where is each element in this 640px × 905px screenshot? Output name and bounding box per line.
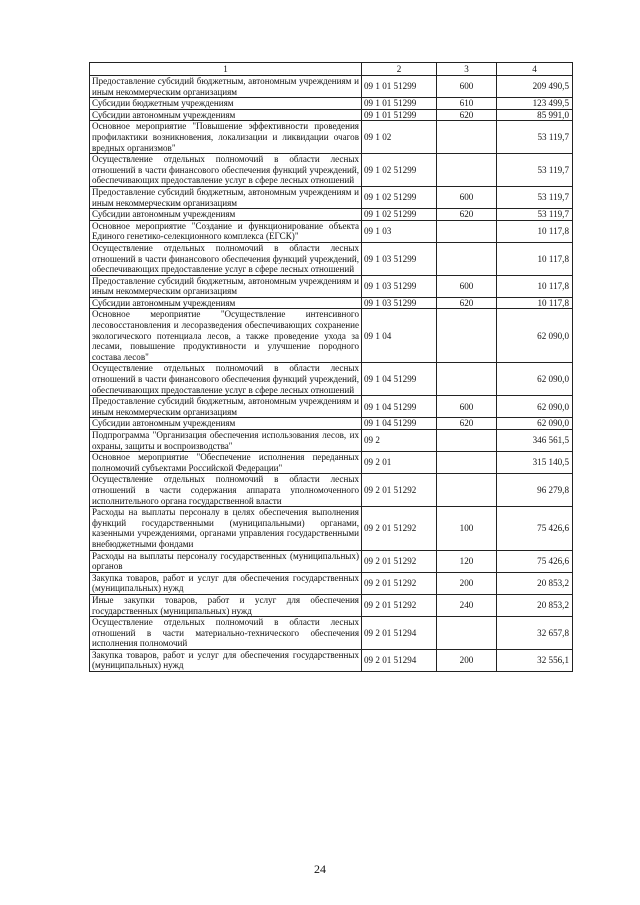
row-type [437,121,497,154]
table-row [90,418,573,430]
row-amount: 20 853,2 [497,594,573,616]
row-amount: 96 279,8 [497,474,573,507]
table-row [90,98,573,110]
column-header-2: 2 [362,63,437,76]
row-amount: 62 090,0 [497,363,573,396]
row-amount: 32 657,8 [497,617,573,650]
row-name: Основное мероприятие "Обеспечение исполнения переданных полномочий субъектами Российской Федерации" [90,452,362,474]
row-name: Закупка товаров, работ и услуг для обеспечения государственных (муниципальных) нужд [90,572,362,594]
row-type [437,617,497,650]
row-amount: 20 853,2 [497,572,573,594]
column-header-1: 1 [90,63,362,76]
column-header-3: 3 [437,63,497,76]
row-code: 09 1 03 [362,220,437,242]
table-row [90,76,573,98]
row-amount: 209 490,5 [497,76,573,98]
row-name: Осуществление отдельных полномочий в области лесных отношений в части содержания аппарата уполномоченного исполнительного органа государственной власти [90,474,362,507]
row-type [437,430,497,452]
row-amount: 62 090,0 [497,309,573,363]
row-code: 09 1 04 51299 [362,396,437,418]
row-name: Закупка товаров, работ и услуг для обеспечения государственных (муниципальных) нужд [90,649,362,671]
row-type: 200 [437,572,497,594]
row-type: 200 [437,649,497,671]
row-code: 09 1 02 51299 [362,186,437,208]
document-page [89,62,572,672]
row-code: 09 2 01 51292 [362,507,437,550]
row-type [437,452,497,474]
row-code: 09 1 03 51299 [362,275,437,297]
row-code: 09 2 01 51292 [362,474,437,507]
row-type: 600 [437,275,497,297]
row-type: 600 [437,186,497,208]
row-type: 100 [437,507,497,550]
row-amount: 346 561,5 [497,430,573,452]
row-code: 09 1 03 51299 [362,242,437,275]
row-amount: 53 119,7 [497,154,573,187]
table-row [90,507,573,550]
table-row [90,430,573,452]
table-row [90,396,573,418]
row-type: 620 [437,418,497,430]
row-type: 600 [437,76,497,98]
table-row [90,363,573,396]
table-row [90,452,573,474]
table-row [90,220,573,242]
row-amount: 75 426,6 [497,550,573,572]
row-amount: 123 499,5 [497,98,573,110]
page-number: 24 [314,862,326,876]
row-code: 09 2 01 51292 [362,550,437,572]
row-code: 09 1 01 51299 [362,98,437,110]
table-row [90,209,573,221]
row-code: 09 2 01 51294 [362,649,437,671]
row-type [437,154,497,187]
table-row [90,297,573,309]
row-code: 09 1 03 51299 [362,297,437,309]
row-code: 09 1 04 [362,309,437,363]
row-name: Осуществление отдельных полномочий в области лесных отношений в части финансового обеспечения функций учреждений, обеспечивающих предоставление услуг в сфере лесных отношений [90,363,362,396]
row-name: Иные закупки товаров, работ и услуг для обеспечения государственных (муниципальных) нужд [90,594,362,616]
row-code: 09 2 01 51292 [362,572,437,594]
row-name: Осуществление отдельных полномочий в области лесных отношений в части финансового обеспечения функций учреждений, обеспечивающих предоставление услуг в сфере лесных отношений [90,154,362,187]
row-amount: 10 117,8 [497,220,573,242]
row-type: 620 [437,209,497,221]
row-amount: 10 117,8 [497,275,573,297]
budget-table [89,62,573,672]
row-type: 240 [437,594,497,616]
row-amount: 85 991,0 [497,109,573,121]
row-code: 09 1 02 51299 [362,209,437,221]
row-code: 09 2 [362,430,437,452]
row-amount: 10 117,8 [497,242,573,275]
row-name: Предоставление субсидий бюджетным, автономным учреждениям и иным некоммерческим организациям [90,275,362,297]
table-row [90,617,573,650]
row-name: Основное мероприятие "Осуществление интенсивного лесовосстановления и лесоразведения обеспечивающих сохранение экологического потенциала лесов, а также проведение ухода за лесами, повышение продуктивности и улучшение породного состава лесов" [90,309,362,363]
row-type: 620 [437,109,497,121]
row-name: Подпрограмма "Организация обеспечения использования лесов, их охраны, защиты и воспроизводства" [90,430,362,452]
row-code: 09 1 04 51299 [362,418,437,430]
row-name: Осуществление отдельных полномочий в области лесных отношений в части финансового обеспечения функций учреждений, обеспечивающих предоставление услуг в сфере лесных отношений [90,242,362,275]
row-name: Субсидии бюджетным учреждениям [90,98,362,110]
row-type [437,220,497,242]
row-amount: 62 090,0 [497,396,573,418]
table-row [90,550,573,572]
row-name: Субсидии автономным учреждениям [90,297,362,309]
table-row [90,242,573,275]
table-row [90,572,573,594]
row-name: Предоставление субсидий бюджетным, автономным учреждениям и иным некоммерческим организациям [90,396,362,418]
row-code: 09 1 01 51299 [362,109,437,121]
row-code: 09 2 01 [362,452,437,474]
row-name: Предоставление субсидий бюджетным, автономным учреждениям и иным некоммерческим организациям [90,186,362,208]
row-name: Основное мероприятие "Создание и функционирование объекта Единого генетико-селекционного комплекса (ЕГСК)" [90,220,362,242]
row-code: 09 2 01 51292 [362,594,437,616]
row-type: 600 [437,396,497,418]
table-row [90,154,573,187]
row-name: Субсидии автономным учреждениям [90,418,362,430]
table-row [90,121,573,154]
header-row [90,63,573,76]
row-name: Предоставление субсидий бюджетным, автономным учреждениям и иным некоммерческим организациям [90,76,362,98]
row-type [437,363,497,396]
row-amount: 315 140,5 [497,452,573,474]
row-code: 09 1 01 51299 [362,76,437,98]
row-name: Основное мероприятие "Повышение эффективности проведения профилактики возникновения, локализации и ликвидации очагов вредных организмов" [90,121,362,154]
row-name: Осуществление отдельных полномочий в области лесных отношений в части материально-технического обеспечения исполнения полномочий [90,617,362,650]
row-type: 120 [437,550,497,572]
row-code: 09 1 02 [362,121,437,154]
row-code: 09 2 01 51294 [362,617,437,650]
row-name: Расходы на выплаты персоналу в целях обеспечения выполнения функций государственными (муниципальными) органами, казенными учреждениями, органами управления государственными внебюджетными фондами [90,507,362,550]
row-type: 620 [437,297,497,309]
row-amount: 10 117,8 [497,297,573,309]
row-amount: 53 119,7 [497,121,573,154]
table-row [90,649,573,671]
row-name: Субсидии автономным учреждениям [90,209,362,221]
row-amount: 32 556,1 [497,649,573,671]
row-type [437,309,497,363]
column-header-4: 4 [497,63,573,76]
row-amount: 53 119,7 [497,209,573,221]
table-row [90,474,573,507]
row-name: Субсидии автономным учреждениям [90,109,362,121]
row-type: 610 [437,98,497,110]
table-row [90,594,573,616]
row-amount: 53 119,7 [497,186,573,208]
row-name: Расходы на выплаты персоналу государственных (муниципальных) органов [90,550,362,572]
row-amount: 62 090,0 [497,418,573,430]
row-type [437,474,497,507]
table-row [90,309,573,363]
table-body [90,76,573,672]
row-code: 09 1 04 51299 [362,363,437,396]
table-row [90,186,573,208]
row-type [437,242,497,275]
table-row [90,275,573,297]
row-code: 09 1 02 51299 [362,154,437,187]
row-amount: 75 426,6 [497,507,573,550]
table-row [90,109,573,121]
